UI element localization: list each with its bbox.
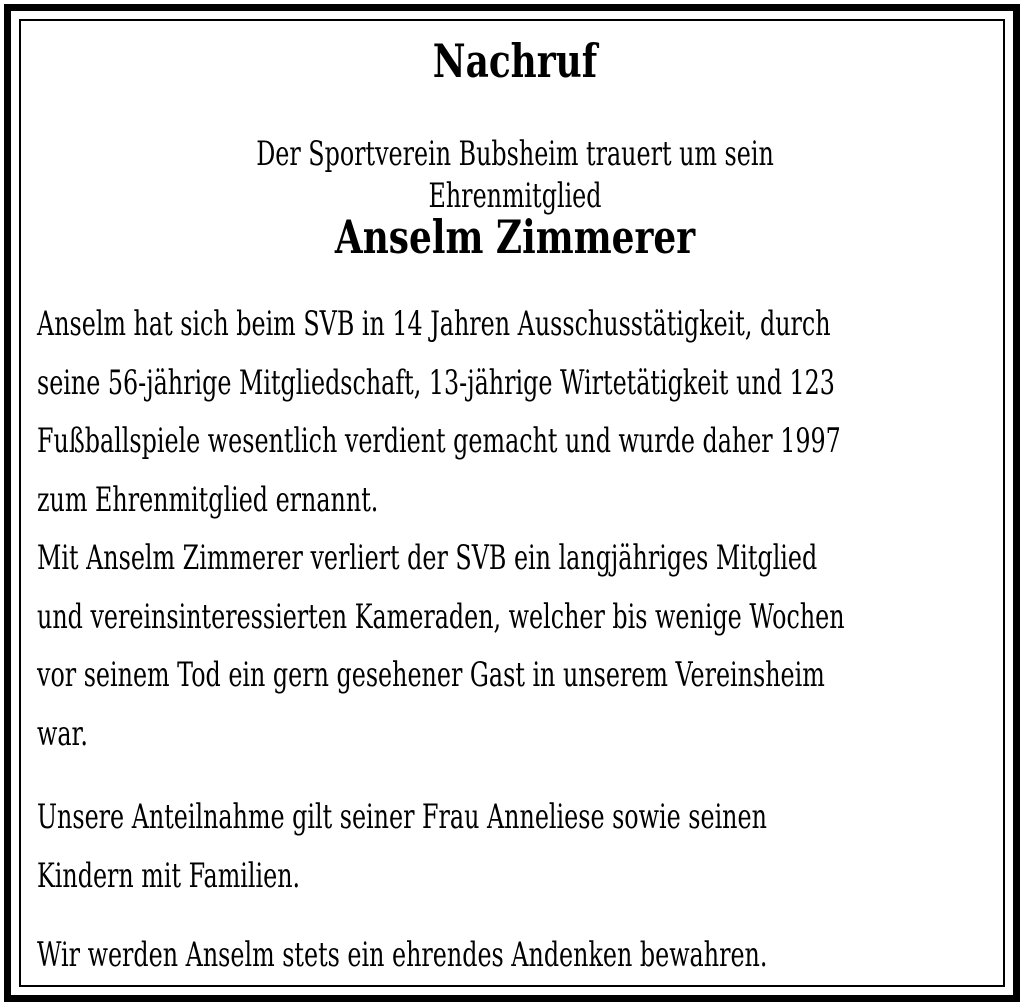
condolence-paragraph — [37, 788, 968, 905]
text-line: war. — [37, 713, 88, 754]
loss-paragraph — [37, 529, 968, 763]
closing-paragraph — [37, 926, 968, 985]
notice-intro: Der Sportverein Bubsheim trauert um sein Ehrenmitglied — [256, 134, 774, 216]
notice-border-outer — [4, 4, 1020, 1002]
text-line: Unsere Anteilnahme gilt seiner Frau Anneliese sowie seinen — [37, 797, 767, 837]
closing-line: Wir werden Anselm stets ein ehrendes Andenken bewahren. — [37, 935, 768, 975]
text-line: vor seinem Tod ein gern gesehener Gast in unserem Vereinsheim — [37, 655, 825, 695]
tribute-paragraph — [37, 295, 968, 529]
text-line: Mit Anselm Zimmerer verliert der SVB ein langjähriges Mitglied — [37, 538, 818, 578]
notice-title: Nachruf — [432, 34, 598, 88]
text-line: Fußballspiele wesentlich verdient gemacht und wurde daher 1997 — [37, 421, 841, 461]
text-line: seine 56-jährige Mitgliedschaft, 13-jährige Wirtetätigkeit und 123 — [37, 362, 835, 403]
notice-content — [37, 11, 993, 995]
text-line: Anselm hat sich beim SVB in 14 Jahren Ausschusstätigkeit, durch — [37, 304, 831, 344]
deceased-name: Anselm Zimmerer — [334, 210, 696, 264]
text-line: und vereinsinteressierten Kameraden, welcher bis wenige Wochen — [37, 596, 845, 637]
text-line: Kindern mit Familien. — [37, 855, 301, 896]
text-line: zum Ehrenmitglied ernannt. — [37, 479, 379, 520]
